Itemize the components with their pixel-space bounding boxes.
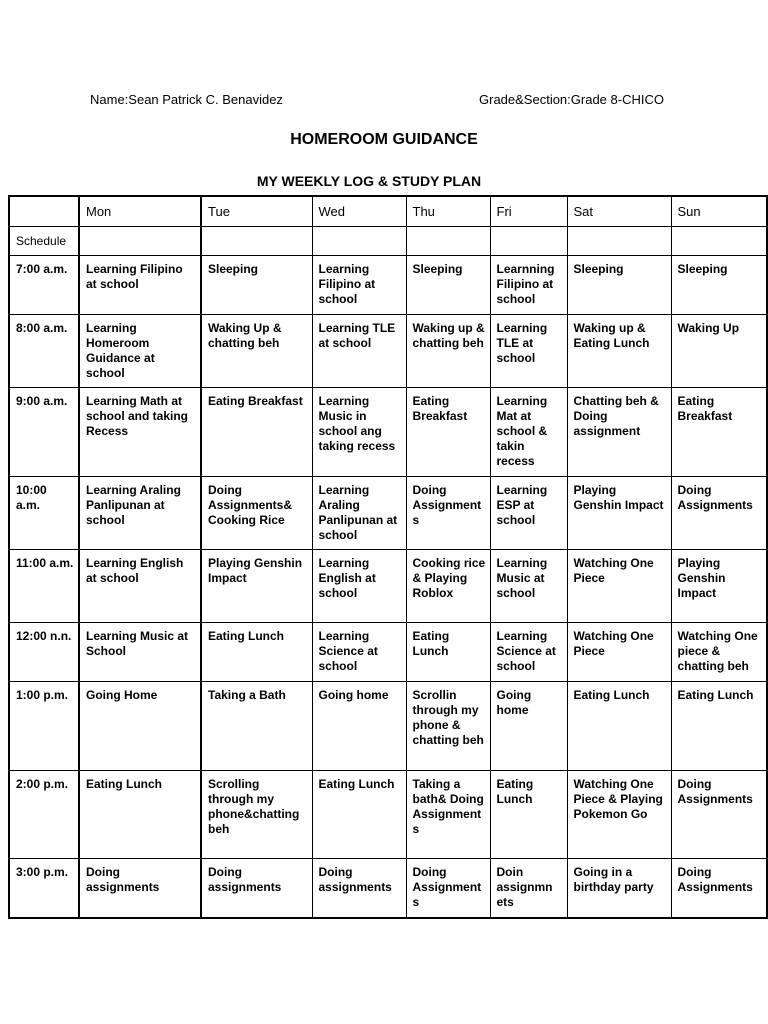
activity-cell: Waking up & Eating Lunch xyxy=(567,314,671,387)
time-cell: 2:00 p.m. xyxy=(9,770,79,858)
activity-cell: Eating Lunch xyxy=(201,622,312,681)
activity-cell: Scrollin through my phone & chatting beh xyxy=(406,681,490,770)
activity-cell: Doing Assignments xyxy=(671,858,767,918)
student-info xyxy=(0,92,768,110)
activity-cell: Watching One Piece xyxy=(567,549,671,622)
corner-cell xyxy=(9,196,79,226)
activity-cell: Doing assignments xyxy=(79,858,201,918)
activity-cell: Eating Breakfast xyxy=(201,387,312,476)
time-cell: 7:00 a.m. xyxy=(9,255,79,314)
activity-cell: Eating Lunch xyxy=(79,770,201,858)
schedule-time-row xyxy=(9,476,767,549)
activity-cell: Eating Breakfast xyxy=(406,387,490,476)
activity-cell: Learning English at school xyxy=(312,549,406,622)
activity-cell: Waking up & chatting beh xyxy=(406,314,490,387)
empty-cell xyxy=(490,226,567,255)
activity-cell: Sleeping xyxy=(567,255,671,314)
day-header: Sat xyxy=(567,196,671,226)
grade-section: Grade&Section:Grade 8-CHICO xyxy=(479,92,664,107)
document-subtitle: MY WEEKLY LOG & STUDY PLAN xyxy=(256,173,482,189)
time-cell: 3:00 p.m. xyxy=(9,858,79,918)
activity-cell: Learning Araling Panlipunan at school xyxy=(312,476,406,549)
schedule-row xyxy=(9,226,767,255)
schedule-time-row xyxy=(9,387,767,476)
activity-cell: Learning ESP at school xyxy=(490,476,567,549)
activity-cell: Taking a Bath xyxy=(201,681,312,770)
activity-cell: Watching One Piece & Playing Pokemon Go xyxy=(567,770,671,858)
activity-cell: Doing assignments xyxy=(312,858,406,918)
activity-cell: Waking Up xyxy=(671,314,767,387)
day-header: Tue xyxy=(201,196,312,226)
activity-cell: Doing Assignment s xyxy=(406,858,490,918)
empty-cell xyxy=(567,226,671,255)
activity-cell: Waking Up & chatting beh xyxy=(201,314,312,387)
schedule-time-row xyxy=(9,858,767,918)
day-header: Mon xyxy=(79,196,201,226)
empty-cell xyxy=(79,226,201,255)
activity-cell: Doing Assignment s xyxy=(406,476,490,549)
activity-cell: Cooking rice & Playing Roblox xyxy=(406,549,490,622)
empty-cell xyxy=(406,226,490,255)
schedule-label: Schedule xyxy=(9,226,79,255)
activity-cell: Eating Lunch xyxy=(490,770,567,858)
document-title: HOMEROOM GUIDANCE xyxy=(290,131,478,148)
time-cell: 8:00 a.m. xyxy=(9,314,79,387)
day-header: Fri xyxy=(490,196,567,226)
activity-cell: Eating Lunch xyxy=(406,622,490,681)
schedule-time-row xyxy=(9,622,767,681)
activity-cell: Learning Music at school xyxy=(490,549,567,622)
day-header: Wed xyxy=(312,196,406,226)
activity-cell: Learning English at school xyxy=(79,549,201,622)
time-cell: 10:00 a.m. xyxy=(9,476,79,549)
time-cell: 9:00 a.m. xyxy=(9,387,79,476)
activity-cell: Doin assignmn ets xyxy=(490,858,567,918)
day-header-row xyxy=(9,196,767,226)
activity-cell: Learning Math at school and taking Recess xyxy=(79,387,201,476)
activity-cell: Sleeping xyxy=(201,255,312,314)
student-name: Name:Sean Patrick C. Benavidez xyxy=(90,92,283,107)
activity-cell: Learnning Filipino at school xyxy=(490,255,567,314)
schedule-time-row xyxy=(9,770,767,858)
activity-cell: Eating Breakfast xyxy=(671,387,767,476)
activity-cell: Learning Science at school xyxy=(312,622,406,681)
activity-cell: Going home xyxy=(490,681,567,770)
empty-cell xyxy=(671,226,767,255)
activity-cell: Doing Assignments xyxy=(671,770,767,858)
activity-cell: Watching One piece & chatting beh xyxy=(671,622,767,681)
activity-cell: Eating Lunch xyxy=(312,770,406,858)
time-cell: 12:00 n.n. xyxy=(9,622,79,681)
empty-cell xyxy=(312,226,406,255)
time-cell: 1:00 p.m. xyxy=(9,681,79,770)
activity-cell: Learning Filipino at school xyxy=(79,255,201,314)
schedule-time-row xyxy=(9,681,767,770)
activity-cell: Learning Filipino at school xyxy=(312,255,406,314)
activity-cell: Playing Genshin Impact xyxy=(671,549,767,622)
activity-cell: Going home xyxy=(312,681,406,770)
empty-cell xyxy=(201,226,312,255)
activity-cell: Eating Lunch xyxy=(671,681,767,770)
activity-cell: Sleeping xyxy=(406,255,490,314)
activity-cell: Chatting beh & Doing assignment xyxy=(567,387,671,476)
activity-cell: Learning TLE at school xyxy=(312,314,406,387)
schedule-time-row xyxy=(9,549,767,622)
activity-cell: Learning Science at school xyxy=(490,622,567,681)
activity-cell: Going Home xyxy=(79,681,201,770)
activity-cell: Sleeping xyxy=(671,255,767,314)
schedule-time-row xyxy=(9,255,767,314)
activity-cell: Learning TLE at school xyxy=(490,314,567,387)
activity-cell: Going in a birthday party xyxy=(567,858,671,918)
activity-cell: Learning Homeroom Guidance at school xyxy=(79,314,201,387)
activity-cell: Doing assignments xyxy=(201,858,312,918)
activity-cell: Learning Music in school ang taking recess xyxy=(312,387,406,476)
activity-cell: Playing Genshin Impact xyxy=(201,549,312,622)
activity-cell: Scrolling through my phone&chatting beh xyxy=(201,770,312,858)
activity-cell: Playing Genshin Impact xyxy=(567,476,671,549)
activity-cell: Doing Assignments& Cooking Rice xyxy=(201,476,312,549)
activity-cell: Learning Mat at school & takin recess xyxy=(490,387,567,476)
day-header: Sun xyxy=(671,196,767,226)
activity-cell: Learning Music at School xyxy=(79,622,201,681)
schedule-time-row xyxy=(9,314,767,387)
activity-cell: Learning Araling Panlipunan at school xyxy=(79,476,201,549)
weekly-plan-table xyxy=(8,195,768,919)
day-header: Thu xyxy=(406,196,490,226)
time-cell: 11:00 a.m. xyxy=(9,549,79,622)
activity-cell: Eating Lunch xyxy=(567,681,671,770)
activity-cell: Watching One Piece xyxy=(567,622,671,681)
activity-cell: Taking a bath& Doing Assignment s xyxy=(406,770,490,858)
activity-cell: Doing Assignments xyxy=(671,476,767,549)
